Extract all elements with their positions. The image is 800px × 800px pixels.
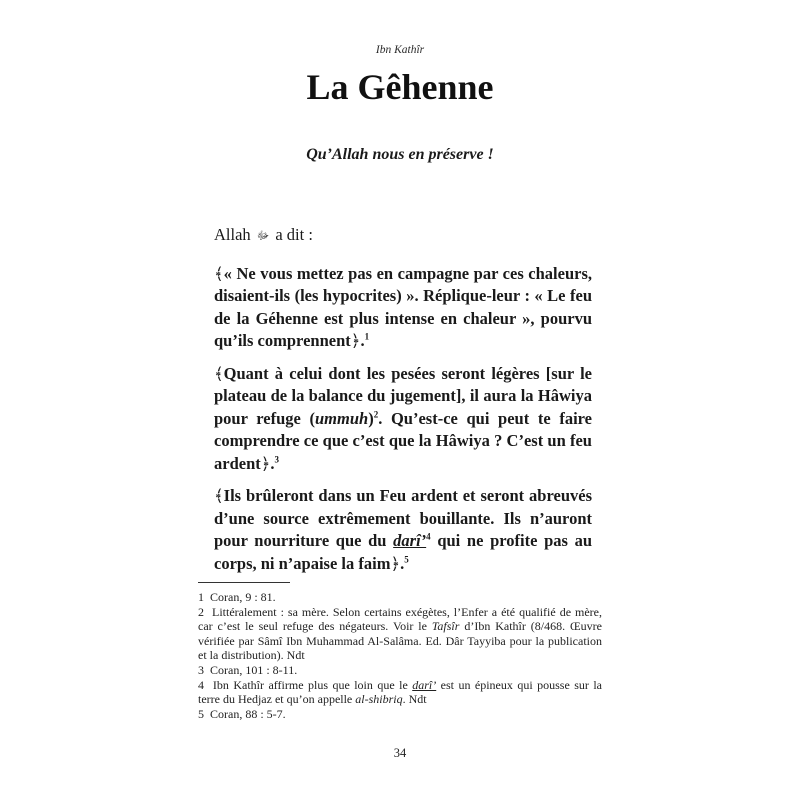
intro-line: [214, 224, 592, 248]
verse-3: ﴾Ils brûleront dans un Feu ardent et seront abreuvés d’une source extrêmement bouillante. Ils n’auront pour nourriture que du darî’$^4$ qui ne profite pas au corps, ni n’apaise la faim﴿.$^5$: [214, 486, 593, 573]
footnote-4: [198, 678, 602, 707]
verse-2-italic: ummuh: [315, 408, 369, 428]
verse-close-bracket: ﴿: [390, 553, 401, 573]
chapter-subtitle: Qu’Allah nous en préserve !: [306, 146, 494, 163]
intro-allah: Allah: [214, 225, 251, 244]
footnote-text: Coran, 101 : 8-11.: [210, 662, 298, 677]
footnote-1: [198, 590, 602, 605]
verse-2-text-c: . Qu’est-ce qui peut te faire comprendre ce que c’est que la Hâwiya ? C’est un feu ardent: [214, 408, 592, 473]
footnote-5: [198, 707, 602, 722]
verse-open-bracket: ﴾: [214, 486, 224, 505]
footnote-ref-1[interactable]: 1: [364, 331, 370, 342]
verse-3-italic: darî’: [393, 531, 427, 550]
verse-close-bracket: ﴿: [350, 331, 361, 350]
verse-close-bracket: ﴿: [260, 453, 271, 473]
footnote-ref-3[interactable]: 3: [274, 454, 280, 464]
footnote-number: 5: [198, 706, 204, 721]
footnote-3: [198, 663, 602, 678]
verse-2: ﴾Quant à celui dont les pesées seront légères [sur le plateau de la balance du jugement], il aura la Hâwiya pour refuge (ummuh)$^2$. Qu’est-ce qui peut te faire comprendre ce que c’est que la Hâwiya ? C’est un feu ardent﴿.$^3$: [214, 363, 592, 473]
verse-2-text-b: ): [368, 408, 374, 428]
footnote-2: [198, 605, 602, 663]
chapter-title: La Gêhenne: [306, 67, 494, 107]
verse-1-text: « Ne vous mettez pas en campagne par ces chaleurs, disaient-ils (les hypocrites) ». Réplique-leur : « Le feu de la Géhenne est plus intense en chaleur », pourvu qu’ils comprennent: [214, 263, 592, 350]
footnote-number: 4: [198, 677, 204, 692]
footnote-text-a: Ibn Kathîr affirme plus que loin que le: [212, 677, 413, 692]
verse-3-text-b: qui ne profite pas au corps, ni n’apaise la faim: [214, 531, 593, 573]
verse-3-text-a: Ils brûleront dans un Feu ardent et seront abreuvés d’une source extrêmement bouillante. Ils n’auront pour nourriture que du: [214, 486, 592, 550]
footnote-text: Coran, 9 : 81.: [210, 590, 276, 604]
footnote-text-b: est un épineux qui pousse sur la terre du Hedjaz et qu’on appelle: [198, 677, 602, 707]
footnote-text: Coran, 88 : 5-7.: [210, 706, 286, 721]
footnote-number: 2: [198, 604, 204, 619]
honorific-symbol-icon: ﷻ: [256, 230, 270, 242]
footnote-text-c: . Ndt: [402, 692, 427, 707]
footnote-ref-5[interactable]: 5: [404, 554, 409, 564]
page-number: 34: [393, 746, 407, 760]
verse-open-bracket: ﴾: [214, 263, 224, 283]
main-text: [214, 224, 592, 585]
running-header-author: Ibn Kathîr: [375, 44, 425, 56]
footnote-number: 1: [198, 590, 204, 604]
footnote-separator: [198, 582, 290, 583]
footnote-number: 3: [198, 662, 204, 677]
footnote-text-b: d’Ibn Kathîr (8/468. Œuvre vérifiée par Sâmî Ibn Muhammad Al-Salâma. Ed. Dâr Tayyiba pour la publication et la distribution). Ndt: [198, 619, 602, 663]
intro-said: a dit :: [275, 225, 313, 244]
verse-2-text-a: Quant à celui dont les pesées seront légères [sur le plateau de la balance du jugement], il aura la Hâwiya pour refuge (: [214, 363, 592, 428]
footnote-italic: Tafsîr: [431, 619, 460, 634]
footnote-ref-4[interactable]: 4: [426, 531, 431, 542]
footnote-ref-2[interactable]: 2: [373, 409, 379, 419]
footnotes: [198, 590, 602, 721]
footnote-text-a: Littéralement : sa mère. Selon certains exégètes, l’Enfer a été qualifié de mère, car c’est le seul refuge des négateurs. Voir le: [198, 604, 603, 634]
footnote-italic-2: al-shibriq: [355, 692, 403, 707]
footnote-italic: darî’: [412, 677, 437, 692]
verse-open-bracket: ﴾: [214, 363, 224, 383]
verse-1: ﴾« Ne vous mettez pas en campagne par ces chaleurs, disaient-ils (les hypocrites) ». Réplique-leur : « Le feu de la Géhenne est plus intense en chaleur », pourvu qu’ils comprennent﴿.$^1$: [214, 263, 592, 350]
